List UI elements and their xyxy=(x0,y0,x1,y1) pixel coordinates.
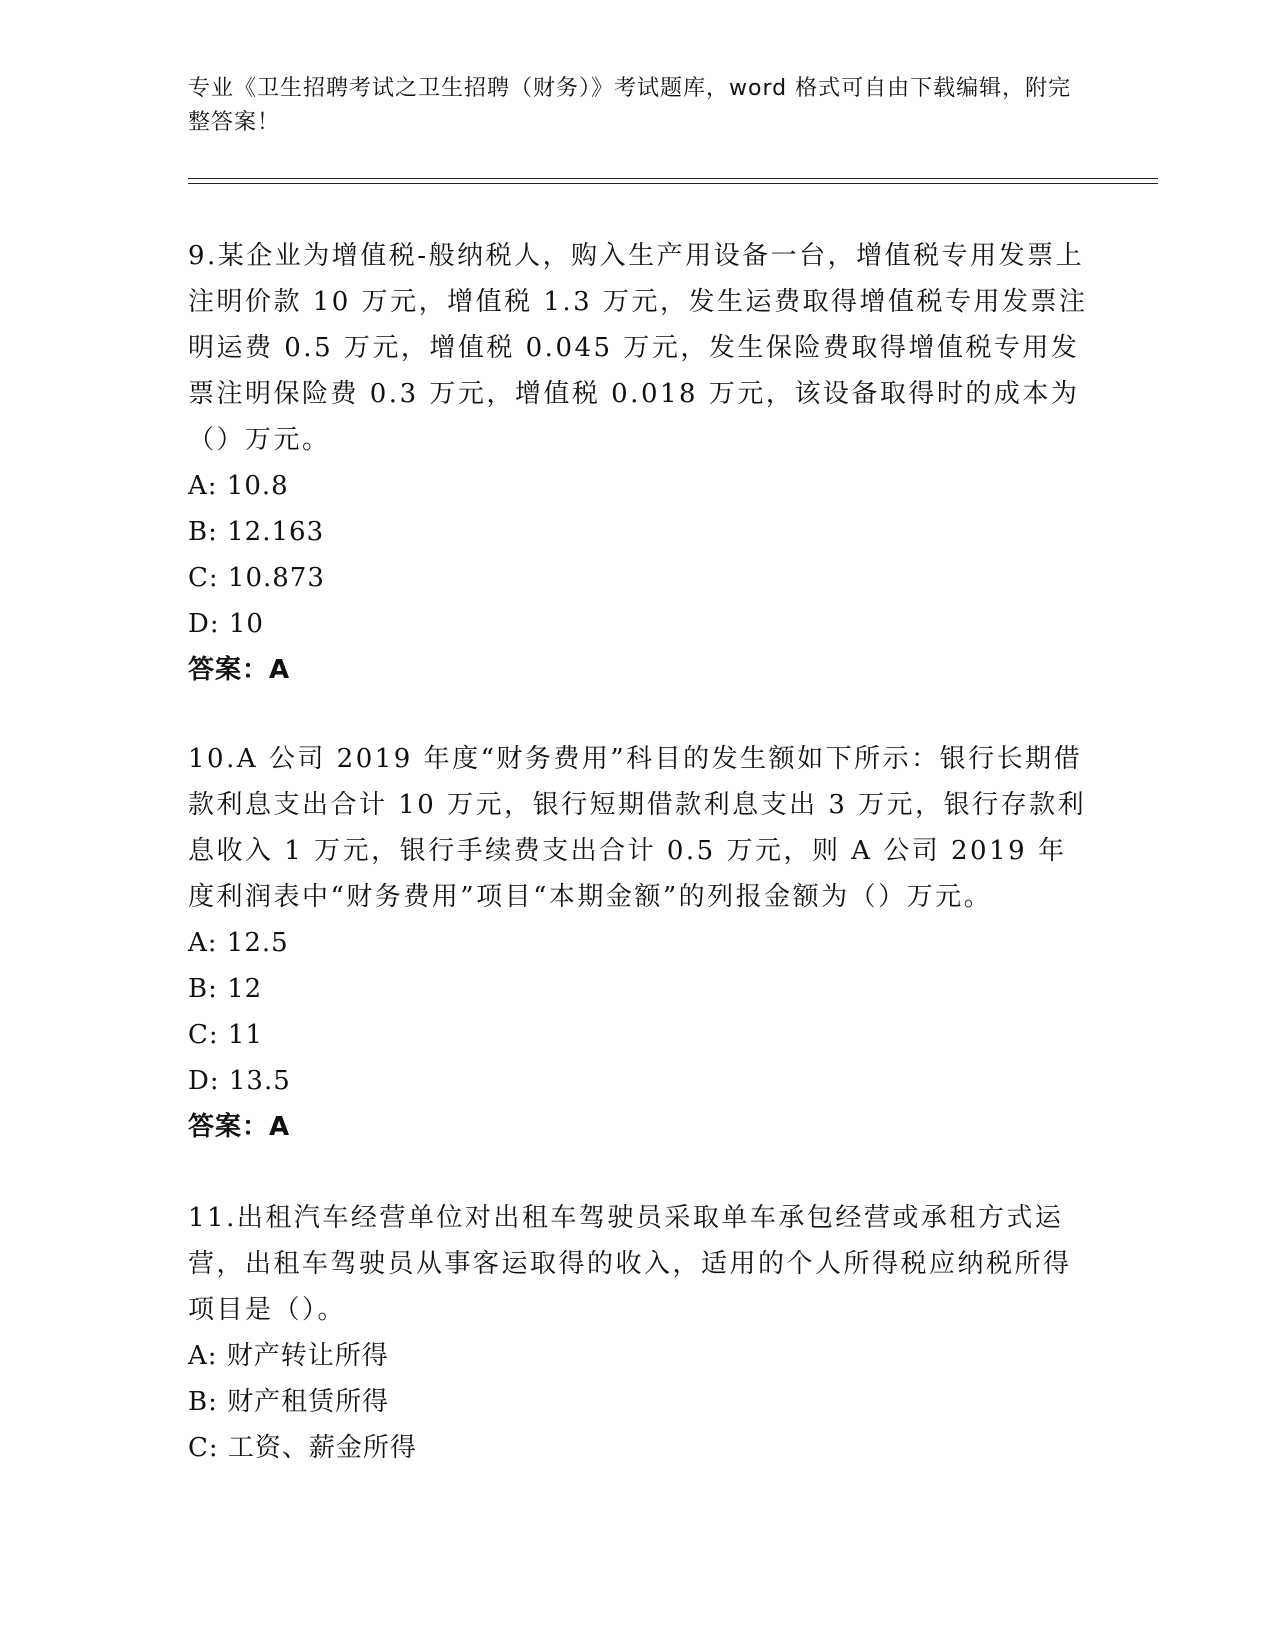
question-10 xyxy=(188,736,1088,1150)
answer-label: 答案：A xyxy=(188,655,291,685)
option-a: A: 12.5 xyxy=(188,928,289,958)
question-stem: 10.A 公司 2019 年度“财务费用”科目的发生额如下所示：银行长期借款利息支出合计 10 万元，银行短期借款利息支出 3 万元，银行存款利息收入 1 万元，银行手续费支出合计 0.5 万元，则 A 公司 2019 年度利润表中“财务费用”项目“本期金额”的列报金额为（）万元。 xyxy=(188,744,1087,912)
option-d: D: 10 xyxy=(188,609,264,639)
answer-label: 答案：A xyxy=(188,1112,291,1142)
option-c: C: 10.873 xyxy=(188,563,325,593)
option-b: B: 12.163 xyxy=(188,517,325,547)
option-c: C: 11 xyxy=(188,1020,264,1050)
question-stem: 9.某企业为增值税-般纳税人，购入生产用设备一台，增值税专用发票上注明价款 10 万元，增值税 1.3 万元，发生运费取得增值税专用发票注明运费 0.5 万元，增值税 0.045 万元，发生保险费取得增值税专用发票注明保险费 0.3 万元，增值税 0.018 万元，该设备取得时的成本为（）万元。 xyxy=(188,241,1088,455)
option-a: A: 10.8 xyxy=(188,471,289,501)
question-11 xyxy=(188,1195,1088,1471)
question-stem: 11.出租汽车经营单位对出租车驾驶员采取单车承包经营或承租方式运营，出租车驾驶员从事客运取得的收入，适用的个人所得税应纳税所得项目是（）。 xyxy=(188,1203,1072,1325)
header-divider-bottom xyxy=(188,183,1158,184)
option-d: D: 13.5 xyxy=(188,1066,291,1096)
option-a: A: 财产转让所得 xyxy=(188,1341,389,1371)
option-b: B: 财产租赁所得 xyxy=(188,1387,390,1417)
option-c: C: 工资、薪金所得 xyxy=(188,1433,417,1463)
option-b: B: 12 xyxy=(188,974,263,1004)
document-header: 专业《卫生招聘考试之卫生招聘（财务）》考试题库，word 格式可自由下载编辑，附完整答案！ xyxy=(188,76,1072,135)
header-divider-top xyxy=(188,178,1158,179)
question-9 xyxy=(188,233,1088,693)
